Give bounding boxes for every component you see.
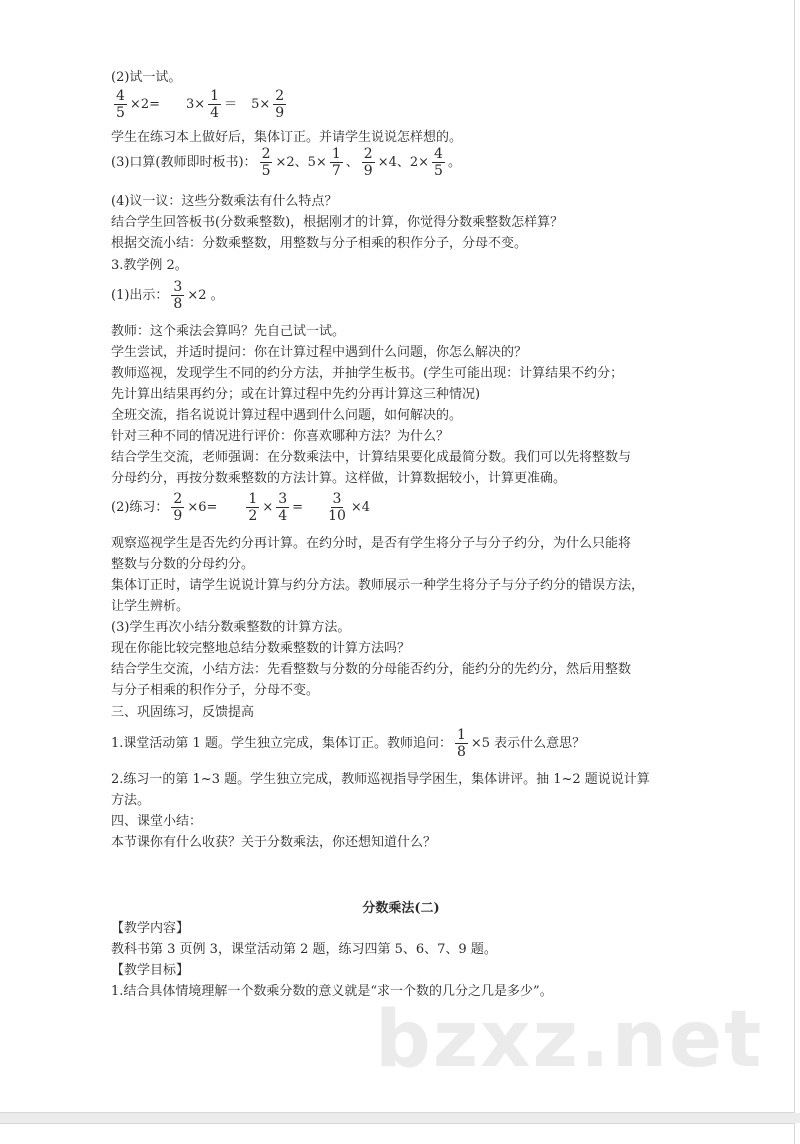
text-line: 2.练习一的第 1~3 题。学生独立完成，教师巡视指导学困生，集体讲评。抽 1~2 题说说计算: [111, 772, 650, 787]
math-row-question: 1.课堂活动第 1 题。学生独立完成，集体订正。教师追问： $\frac{1}{8}$ ×5 表示什么意思？: [111, 727, 586, 760]
text-line: 先计算出结果再约分；或在计算过程中先约分再计算这三种情况): [111, 387, 481, 402]
math-row-try: $\frac{4}{5}$ ×2= 3× $\frac{1}{4}$ ＝ 5× $\frac{2}{9}$: [116, 88, 285, 121]
page-gap: [0, 1113, 800, 1123]
math-row-oral: (3)口算(教师即时板书)： $\frac{2}{5}$ ×2、 5× $\frac{1}{7}$ 、 $\frac{2}{9}$ ×4、 2× $\frac{4}{5}$ 。: [111, 146, 461, 179]
text-line: 全班交流，指名说说计算过程中遇到什么问题，如何解决的。: [111, 408, 463, 423]
text-line: 3.教学例 2。: [111, 258, 188, 273]
section-heading: 【教学目标】: [111, 963, 190, 978]
text-line: 结合学生交流，小结方法：先看整数与分数的分母能否约分，能约分的先约分，然后用整数: [111, 662, 632, 677]
section-heading: 四、课堂小结：: [111, 814, 203, 829]
text-line: 结合学生回答板书(分数乘整数)，根据刚才的计算，你觉得分数乘整数怎样算？: [111, 215, 564, 230]
text-line: (2)试一试。: [111, 70, 182, 85]
fraction: $\frac{3}{8}$: [173, 279, 183, 312]
text-line: 整数与分数的分母约分。: [111, 557, 255, 572]
text-line: 让学生辨析。: [111, 599, 190, 614]
fraction: $\frac{2}{9}$: [173, 491, 183, 524]
text-line: 针对三种不同的情况进行评价：你喜欢哪种方法？为什么？: [111, 429, 450, 444]
watermark: bzxz.net: [375, 995, 764, 1085]
text-line: 方法。: [111, 793, 151, 808]
section-heading: 【教学内容】: [111, 921, 190, 936]
section-heading: 三、巩固练习，反馈提高: [111, 705, 255, 720]
text-line: 1.结合具体情境理解一个数乘分数的意义就是“求一个数的几分之几是多少”。: [111, 984, 553, 999]
text-line: 学生在练习本上做好后，集体订正。并请学生说说怎样想的。: [111, 130, 463, 145]
fraction: $\frac{2}{9}$: [275, 88, 285, 121]
text-line: 结合学生交流，老师强调：在分数乘法中，计算结果要化成最简分数。我们可以先将整数与: [111, 450, 632, 465]
fraction: $\frac{1}{7}$: [331, 146, 341, 179]
fraction: $\frac{4}{5}$: [434, 146, 443, 179]
section-title: 分数乘法(二): [362, 901, 440, 916]
text-line: (4)议一议：这些分数乘法有什么特点？: [111, 194, 338, 209]
text-line: 教师巡视，发现学生不同的约分方法，并抽学生板书。(学生可能出现：计算结果不约分；: [111, 366, 624, 381]
fraction: $\frac{2}{5}$: [261, 146, 271, 179]
text-line: (3)学生再次小结分数乘整数的计算方法。: [111, 620, 351, 635]
text-line: 观察巡视学生是否先约分再计算。在约分时，是否有学生将分子与分子约分，为什么只能将: [111, 536, 632, 551]
text-line: 学生尝试，并适时提问：你在计算过程中遇到什么问题，你怎么解决的？: [111, 345, 528, 360]
text-line: 集体订正时，请学生说说计算与约分方法。教师展示一种学生将分子与分子约分的错误方法，: [111, 578, 645, 593]
text-line: 根据交流小结：分数乘整数，用整数与分子相乘的积作分子，分母不变。: [111, 236, 528, 251]
fraction: $\frac{3}{4}$: [278, 491, 288, 524]
math-row-example2: (1)出示： $\frac{3}{8}$ ×2 。: [111, 279, 224, 312]
text-line: 分母约分，再按分数乘整数的方法计算。这样做，计算数据较小，计算更准确。: [111, 471, 567, 486]
math-row-practice: (2)练习： $\frac{2}{9}$ ×6= $\frac{1}{2}$ × $\frac{3}{4}$ = $\frac{3}{10}$ ×4: [111, 491, 371, 524]
text-line: 与分子相乘的积作分子，分母不变。: [111, 683, 320, 698]
text-line: 教师：这个乘法会算吗？先自己试一试。: [111, 324, 346, 339]
fraction: $\frac{1}{8}$: [456, 727, 466, 760]
fraction: $\frac{2}{9}$: [363, 146, 373, 179]
text-line: 本节课你有什么收获？关于分数乘法，你还想知道什么？: [111, 835, 437, 850]
fraction: $\frac{1}{4}$: [210, 88, 220, 121]
fraction: $\frac{1}{2}$: [248, 491, 258, 524]
fraction: $\frac{3}{10}$: [328, 491, 346, 524]
text-line: 教科书第 3 页例 3，课堂活动第 2 题，练习四第 5、6、7、9 题。: [111, 942, 497, 957]
text-line: 现在你能比较完整地总结分数乘整数的计算方法吗？: [111, 641, 411, 656]
fraction: $\frac{4}{5}$: [116, 88, 125, 121]
